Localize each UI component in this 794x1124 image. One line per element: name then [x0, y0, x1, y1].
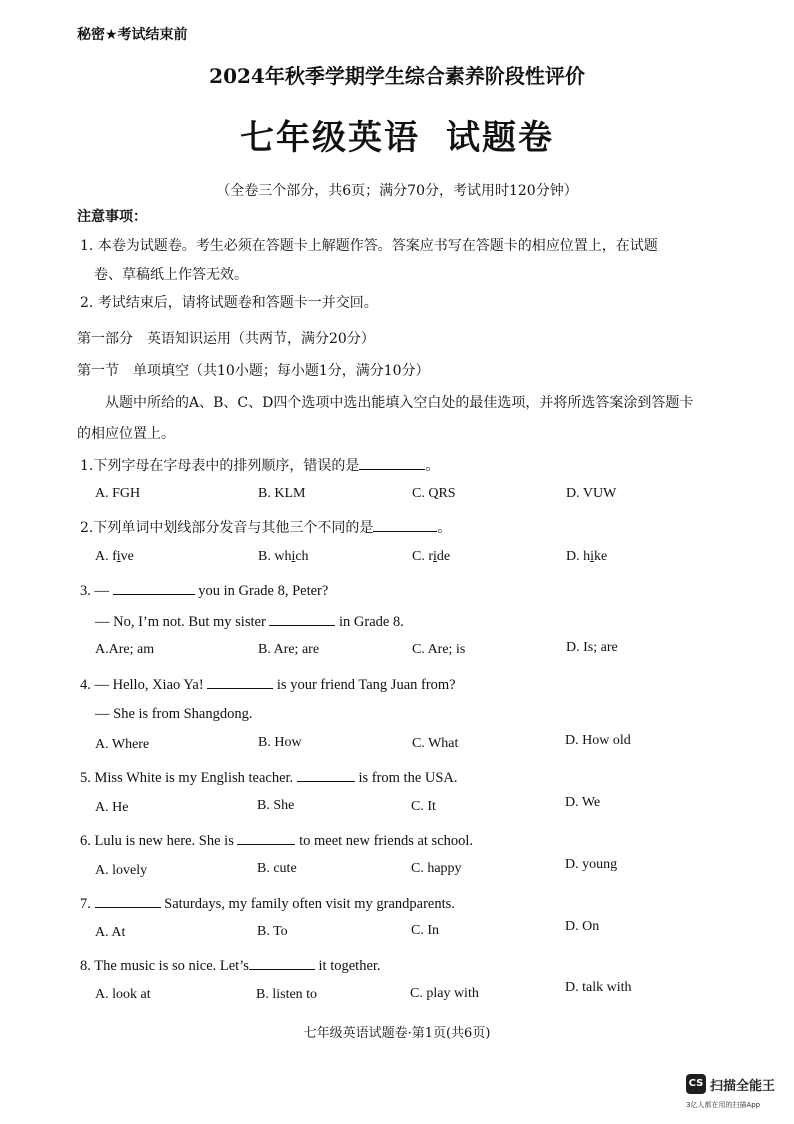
question-text: 下列字母在字母表中的排列顺序，错误的是: [93, 458, 360, 474]
option-a: A. At: [95, 925, 126, 940]
exam-info: （全卷三个部分，共6页；满分70分，考试用时120分钟）: [216, 183, 578, 199]
option-a: A.Are; am: [95, 642, 155, 657]
option-b: B. which: [258, 549, 309, 564]
option-d: D. young: [565, 857, 618, 872]
option-b: B. How: [258, 735, 302, 750]
question-text-end: in Grade 8.: [335, 614, 404, 630]
paper-title-type: 试题卷: [446, 118, 554, 158]
question-7: [80, 893, 455, 913]
answer-blank: [95, 893, 161, 908]
option-b: B. listen to: [256, 987, 318, 1002]
paper-title-subject: 七年级英语: [240, 118, 420, 158]
answer-blank: [297, 767, 355, 782]
scanner-watermark: [686, 1074, 786, 1114]
option-a: A. five: [95, 549, 134, 564]
question-1: [80, 455, 439, 475]
question-text-end: it together.: [314, 958, 381, 974]
option-c: C. What: [412, 736, 459, 751]
question-number: 7.: [80, 896, 91, 912]
option-d: D. Is; are: [566, 640, 618, 655]
question-4: [80, 674, 456, 694]
option-a: A. He: [95, 800, 129, 815]
question-3-line-2: [95, 611, 404, 631]
option-b: B. She: [257, 798, 295, 813]
option-a: A. Where: [95, 737, 150, 752]
question-text-end: 。: [425, 458, 440, 474]
question-2: [80, 517, 451, 537]
question-number: 5.: [80, 770, 91, 786]
option-d: D. How old: [565, 733, 631, 748]
option-b: B. Are; are: [258, 642, 320, 657]
question-text: The music is so nice. Let’s: [94, 958, 249, 974]
confidential-label: 秘密★考试结束前: [77, 27, 188, 43]
question-text-end: is from the USA.: [354, 770, 458, 786]
option-d: D. On: [565, 919, 600, 934]
option-d: D. VUW: [566, 486, 617, 501]
option-c: C. It: [411, 799, 436, 814]
page-footer: 七年级英语试题卷·第1页(共6页): [303, 1026, 491, 1041]
option-c: C. play with: [410, 986, 479, 1001]
answer-blank: [237, 830, 295, 845]
option-b: B. To: [257, 924, 288, 939]
watermark-name: 扫描全能王: [710, 1079, 776, 1094]
question-number: 3.: [80, 583, 91, 599]
question-text-end: Saturdays, my family often visit my grandparents.: [160, 896, 455, 912]
question-number: 1.: [80, 458, 94, 474]
answer-blank: [359, 455, 425, 470]
notice-item-2: 2. 考试结束后，请将试题卷和答题卡一并交回。: [80, 295, 378, 311]
question-3: [80, 580, 328, 600]
section1-heading: 第一节 单项填空（共10小题；每小题1分，满分10分）: [77, 363, 430, 379]
question-number: 2.: [80, 520, 94, 536]
option-b: B. KLM: [258, 486, 306, 501]
question-4-line-2: — She is from Shangdong.: [95, 706, 253, 722]
question-6: [80, 830, 473, 850]
option-d: D. hike: [566, 549, 608, 564]
question-text: Lulu is new here. She is: [94, 833, 234, 849]
option-b: B. cute: [257, 861, 297, 876]
option-d: D. talk with: [565, 980, 632, 995]
camscanner-icon: CS: [686, 1074, 706, 1094]
question-text: Miss White is my English teacher.: [94, 770, 294, 786]
option-a: A. look at: [95, 987, 151, 1002]
question-text-end: to meet new friends at school.: [295, 833, 474, 849]
notice-item-1-line-2: 卷、草稿纸上作答无效。: [94, 267, 248, 283]
answer-blank: [373, 517, 437, 532]
question-text-end: 。: [437, 520, 452, 536]
answer-blank: [113, 580, 195, 595]
dialog-dash: —: [94, 583, 109, 599]
answer-blank: [207, 674, 273, 689]
part1-heading: 第一部分 英语知识运用（共两节，满分20分）: [77, 331, 375, 347]
option-a: A. lovely: [95, 863, 148, 878]
instruction-line-1: 从题中所给的A、B、C、D四个选项中选出能填入空白处的最佳选项，并将所选答案涂到答题卡: [105, 395, 694, 411]
option-c: C. In: [411, 923, 439, 938]
question-number: 6.: [80, 833, 91, 849]
option-c: C. QRS: [412, 486, 456, 501]
question-text: — No, I’m not. But my sister: [95, 614, 266, 630]
paper-title: [0, 110, 794, 159]
question-text-end: is your friend Tang Juan from?: [273, 677, 456, 693]
question-text: — Hello, Xiao Ya!: [94, 677, 204, 693]
option-c: C. happy: [411, 861, 462, 876]
question-number: 8.: [80, 958, 91, 974]
question-text: 下列单词中划线部分发音与其他三个不同的是: [93, 520, 374, 536]
notice-item-1-line-1: 1. 本卷为试题卷。考生必须在答题卡上解题作答。答案应书写在答题卡的相应位置上，在试题: [80, 238, 658, 254]
question-5: [80, 767, 458, 787]
answer-blank: [269, 611, 335, 626]
question-number: 4.: [80, 677, 91, 693]
option-c: C. Are; is: [412, 642, 466, 657]
option-c: C. ride: [412, 549, 451, 564]
option-a: A. FGH: [95, 486, 141, 501]
watermark-tagline: 3亿人都在用的扫描App: [686, 1101, 761, 1109]
question-text: you in Grade 8, Peter?: [194, 583, 329, 599]
notice-heading: 注意事项：: [77, 209, 147, 225]
question-8: [80, 955, 381, 975]
instruction-line-2: 的相应位置上。: [77, 426, 175, 442]
exam-title: 2024年秋季学期学生综合素养阶段性评价: [209, 64, 585, 88]
option-d: D. We: [565, 795, 601, 810]
answer-blank: [249, 955, 315, 970]
